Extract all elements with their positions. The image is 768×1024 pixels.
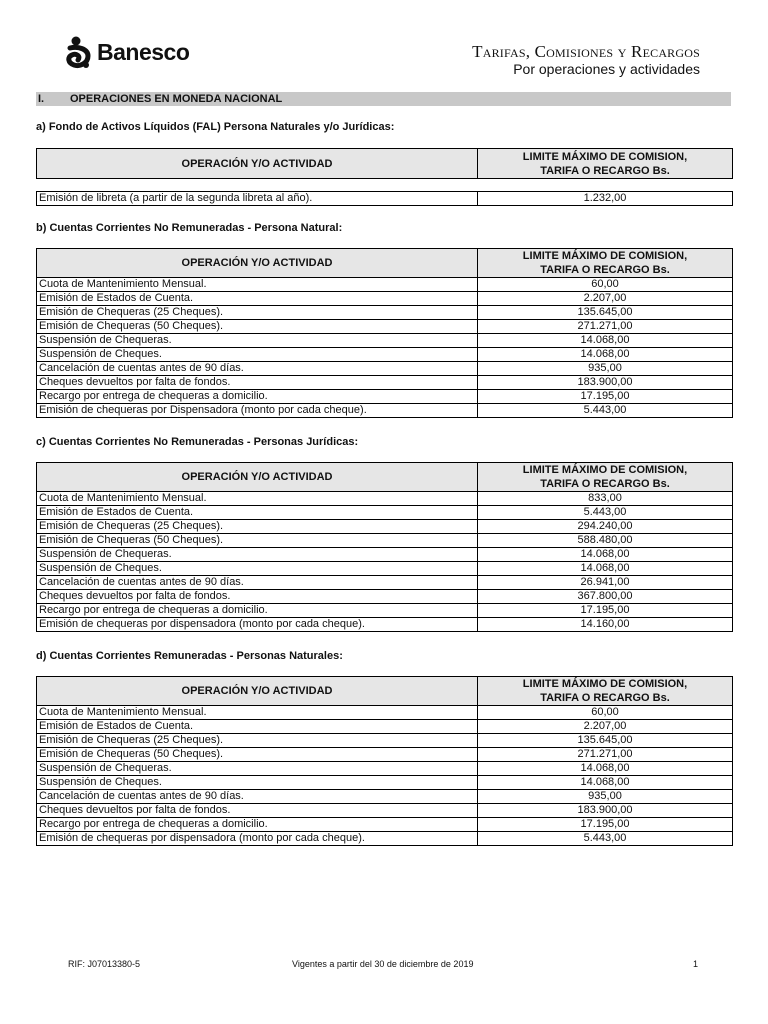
table-row <box>37 192 733 206</box>
operation-cell: Emisión de Chequeras (25 Cheques). <box>37 520 478 534</box>
value-cell: 5.443,00 <box>478 506 733 520</box>
table-row <box>37 776 733 790</box>
operation-cell: Suspensión de Cheques. <box>37 776 478 790</box>
table-row <box>37 748 733 762</box>
value-cell: 935,00 <box>478 362 733 376</box>
value-cell: 135.645,00 <box>478 734 733 748</box>
operation-cell: Cuota de Mantenimiento Mensual. <box>37 278 478 292</box>
group-d-table-header <box>36 676 733 706</box>
operation-cell: Cuota de Mantenimiento Mensual. <box>37 706 478 720</box>
column-header-limit <box>478 249 732 277</box>
document-title: Tarifas, Comisiones y Recargos <box>472 42 700 61</box>
table-row <box>37 292 733 306</box>
document-subtitle: Por operaciones y actividades <box>513 61 700 77</box>
value-cell: 183.900,00 <box>478 804 733 818</box>
section-title: OPERACIONES EN MONEDA NACIONAL <box>70 93 283 105</box>
operation-cell: Suspensión de Cheques. <box>37 348 478 362</box>
value-cell: 14.068,00 <box>478 562 733 576</box>
value-cell: 367.800,00 <box>478 590 733 604</box>
value-cell: 17.195,00 <box>478 818 733 832</box>
column-header-limit <box>478 677 732 705</box>
column-header-operation: OPERACIÓN Y/O ACTIVIDAD <box>37 149 478 178</box>
table-row <box>37 278 733 292</box>
value-cell: 14.068,00 <box>478 776 733 790</box>
value-cell: 14.068,00 <box>478 348 733 362</box>
page-number: 1 <box>693 959 699 969</box>
value-cell: 14.068,00 <box>478 334 733 348</box>
table-row <box>37 334 733 348</box>
value-cell: 17.195,00 <box>478 390 733 404</box>
group-a-title: a) Fondo de Activos Líquidos (FAL) Persona Naturales y/o Jurídicas: <box>36 121 395 133</box>
banesco-logo <box>66 34 189 70</box>
operation-cell: Cheques devueltos por falta de fondos. <box>37 804 478 818</box>
table-row <box>37 590 733 604</box>
value-cell: 60,00 <box>478 278 733 292</box>
value-cell: 833,00 <box>478 492 733 506</box>
column-header-limit-line2: TARIFA O RECARGO Bs. <box>540 164 670 177</box>
operation-cell: Recargo por entrega de chequeras a domicilio. <box>37 604 478 618</box>
table-row <box>37 790 733 804</box>
operation-cell: Cancelación de cuentas antes de 90 días. <box>37 362 478 376</box>
operation-cell: Cheques devueltos por falta de fondos. <box>37 590 478 604</box>
document-header <box>472 42 700 77</box>
table-row <box>37 376 733 390</box>
value-cell: 5.443,00 <box>478 404 733 418</box>
column-header-limit-line1: LIMITE MÁXIMO DE COMISION, <box>522 150 688 163</box>
table-row <box>37 506 733 520</box>
operation-cell: Emisión de Estados de Cuenta. <box>37 292 478 306</box>
group-b-table-header <box>36 248 733 278</box>
operation-cell: Suspensión de Chequeras. <box>37 762 478 776</box>
column-header-limit <box>478 463 732 491</box>
value-cell: 26.941,00 <box>478 576 733 590</box>
column-header-limit <box>478 149 732 178</box>
table-row <box>37 390 733 404</box>
operation-cell: Emisión de Chequeras (25 Cheques). <box>37 734 478 748</box>
column-header-operation: OPERACIÓN Y/O ACTIVIDAD <box>37 249 478 277</box>
table-row <box>37 548 733 562</box>
table-row <box>37 804 733 818</box>
column-header-limit-line2: TARIFA O RECARGO Bs. <box>540 692 670 704</box>
table-row <box>37 618 733 632</box>
table-row <box>37 404 733 418</box>
operation-cell: Cuota de Mantenimiento Mensual. <box>37 492 478 506</box>
table-row <box>37 320 733 334</box>
column-header-limit-line1: LIMITE MÁXIMO DE COMISION, <box>522 464 688 476</box>
operation-cell: Emisión de chequeras por dispensadora (monto por cada cheque). <box>37 832 478 846</box>
value-cell: 60,00 <box>478 706 733 720</box>
group-a-table-header <box>36 148 733 179</box>
operation-cell: Cancelación de cuentas antes de 90 días. <box>37 576 478 590</box>
value-cell: 17.195,00 <box>478 604 733 618</box>
operation-cell: Suspensión de Chequeras. <box>37 548 478 562</box>
value-cell: 14.068,00 <box>478 548 733 562</box>
operation-cell: Emisión de chequeras por dispensadora (monto por cada cheque). <box>37 618 478 632</box>
table-row <box>37 818 733 832</box>
footer-rif: RIF: J07013380-5 <box>68 959 141 969</box>
group-c-title: c) Cuentas Corrientes No Remuneradas - Personas Jurídicas: <box>36 436 359 448</box>
operation-cell: Emisión de Chequeras (25 Cheques). <box>37 306 478 320</box>
operation-cell: Suspensión de Cheques. <box>37 562 478 576</box>
operation-cell: Emisión de Estados de Cuenta. <box>37 720 478 734</box>
group-c-table-header <box>36 462 733 492</box>
table-row <box>37 306 733 320</box>
value-cell: 183.900,00 <box>478 376 733 390</box>
operation-cell: Emisión de chequeras por Dispensadora (monto por cada cheque). <box>37 404 478 418</box>
value-cell: 588.480,00 <box>478 534 733 548</box>
brand-name: Banesco <box>97 38 190 65</box>
value-cell: 271.271,00 <box>478 320 733 334</box>
column-header-operation: OPERACIÓN Y/O ACTIVIDAD <box>37 463 478 491</box>
column-header-operation: OPERACIÓN Y/O ACTIVIDAD <box>37 677 478 705</box>
table-row <box>37 534 733 548</box>
group-b-title: b) Cuentas Corrientes No Remuneradas - Persona Natural: <box>36 222 343 234</box>
value-cell: 294.240,00 <box>478 520 733 534</box>
value-cell: 935,00 <box>478 790 733 804</box>
table-row <box>37 348 733 362</box>
table-row <box>37 576 733 590</box>
footer-validity: Vigentes a partir del 30 de diciembre de 2019 <box>292 959 474 969</box>
column-header-limit-line2: TARIFA O RECARGO Bs. <box>540 478 670 490</box>
group-d-table <box>36 705 733 846</box>
value-cell: 2.207,00 <box>478 720 733 734</box>
operation-cell: Emisión de Estados de Cuenta. <box>37 506 478 520</box>
operation-cell: Emisión de Chequeras (50 Cheques). <box>37 534 478 548</box>
section-heading <box>36 92 731 106</box>
value-cell: 271.271,00 <box>478 748 733 762</box>
value-cell: 14.068,00 <box>478 762 733 776</box>
banesco-logo-icon <box>66 35 94 69</box>
group-b-table <box>36 277 733 418</box>
table-row <box>37 492 733 506</box>
table-row <box>37 832 733 846</box>
table-row <box>37 734 733 748</box>
operation-cell: Suspensión de Chequeras. <box>37 334 478 348</box>
table-row <box>37 720 733 734</box>
group-d-title: d) Cuentas Corrientes Remuneradas - Personas Naturales: <box>36 650 343 662</box>
operation-cell: Recargo por entrega de chequeras a domicilio. <box>37 818 478 832</box>
column-header-limit-line1: LIMITE MÁXIMO DE COMISION, <box>522 250 688 262</box>
operation-cell: Cancelación de cuentas antes de 90 días. <box>37 790 478 804</box>
column-header-limit-line1: LIMITE MÁXIMO DE COMISION, <box>522 678 688 690</box>
value-cell: 5.443,00 <box>478 832 733 846</box>
operation-cell: Emisión de libreta (a partir de la segunda libreta al año). <box>37 192 478 206</box>
operation-cell: Cheques devueltos por falta de fondos. <box>37 376 478 390</box>
table-row <box>37 562 733 576</box>
group-c-table <box>36 491 733 632</box>
table-row <box>37 706 733 720</box>
operation-cell: Emisión de Chequeras (50 Cheques). <box>37 748 478 762</box>
table-row <box>37 362 733 376</box>
table-row <box>37 762 733 776</box>
operation-cell: Recargo por entrega de chequeras a domicilio. <box>37 390 478 404</box>
column-header-limit-line2: TARIFA O RECARGO Bs. <box>540 264 670 276</box>
value-cell: 2.207,00 <box>478 292 733 306</box>
section-number: I. <box>38 93 45 105</box>
value-cell: 1.232,00 <box>478 192 733 206</box>
value-cell: 135.645,00 <box>478 306 733 320</box>
table-row <box>37 520 733 534</box>
group-a-table <box>36 191 733 206</box>
table-row <box>37 604 733 618</box>
operation-cell: Emisión de Chequeras (50 Cheques). <box>37 320 478 334</box>
value-cell: 14.160,00 <box>478 618 733 632</box>
